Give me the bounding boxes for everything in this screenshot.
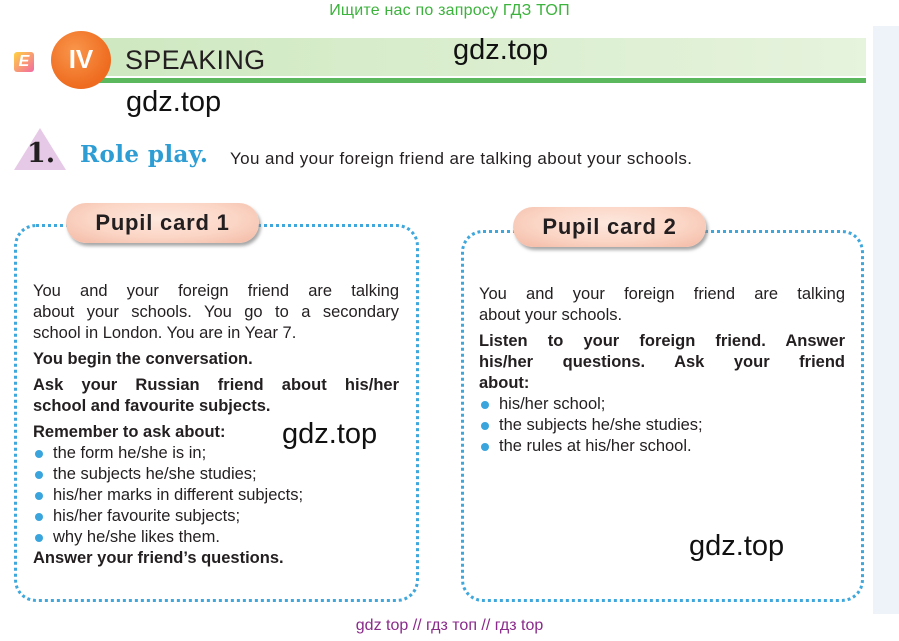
card1-intro-line: You and your foreign friend are talking [33, 282, 399, 300]
list-item-text: why he/she likes them. [53, 528, 220, 546]
top-banner[interactable]: Ищите нас по запросу ГДЗ ТОП [329, 2, 570, 19]
pupil-card-1-title: Pupil card 1 [66, 203, 259, 243]
right-margin-strip [873, 26, 899, 614]
bullet-dot-icon [35, 450, 43, 458]
list-item [479, 394, 845, 415]
card2-listen-line: Listen to your foreign friend. Answer [479, 332, 845, 350]
card1-ask-line: Ask your Russian friend about his/her [33, 376, 399, 394]
list-item [479, 415, 845, 436]
bullet-dot-icon [481, 443, 489, 451]
section-number-badge: IV [51, 31, 111, 89]
list-item-text: the rules at his/her school. [499, 437, 692, 455]
card2-listen-line: his/her questions. Ask your friend [479, 353, 845, 371]
exercise-instruction: You and your foreign friend are talking about your schools. [230, 149, 693, 168]
list-item [479, 436, 845, 457]
card1-begin-text: You begin the conversation. [33, 350, 253, 368]
watermark: gdz.top [282, 418, 378, 450]
list-item-text: his/her marks in different subjects; [53, 486, 304, 504]
list-item-text: the form he/she is in; [53, 444, 207, 462]
list-item [33, 506, 399, 527]
pupil-card-2-title: Pupil card 2 [513, 207, 706, 247]
list-item-text: his/her favourite subjects; [53, 507, 241, 525]
section-header-rule [98, 78, 866, 83]
list-item-text: the subjects he/she studies; [499, 416, 703, 434]
list-item [33, 485, 399, 506]
bullet-dot-icon [35, 492, 43, 500]
card1-remember-text: Remember to ask about: [33, 423, 226, 441]
watermark: gdz.top [126, 86, 222, 118]
card1-intro-line: school in London. You are in Year 7. [33, 324, 297, 342]
section-title: SPEAKING [125, 45, 266, 75]
card1-intro-line: about your schools. You go to a secondary [33, 303, 399, 321]
exercise-number: 1. [27, 138, 56, 169]
list-item-text: the subjects he/she studies; [53, 465, 257, 483]
card2-intro-line: You and your foreign friend are talking [479, 285, 845, 303]
card1-answer-text: Answer your friend’s questions. [33, 549, 284, 567]
e-logo-icon: E [14, 52, 34, 72]
card2-intro-line: about your schools. [479, 306, 623, 324]
card1-ask-line: school and favourite subjects. [33, 397, 271, 415]
bullet-dot-icon [35, 534, 43, 542]
list-item-text: his/her school; [499, 395, 606, 413]
bullet-dot-icon [481, 422, 489, 430]
pupil-card-2-body [479, 284, 845, 457]
watermark: gdz.top [453, 34, 549, 66]
card2-listen-line: about: [479, 374, 530, 392]
watermark: gdz.top [689, 530, 785, 562]
footer-links[interactable]: gdz top // гдз топ // гдз top [355, 617, 544, 634]
bullet-dot-icon [481, 401, 489, 409]
bullet-dot-icon [35, 513, 43, 521]
list-item [33, 464, 399, 485]
bullet-dot-icon [35, 471, 43, 479]
list-item [33, 527, 399, 548]
exercise-title: Role play. [80, 141, 209, 168]
